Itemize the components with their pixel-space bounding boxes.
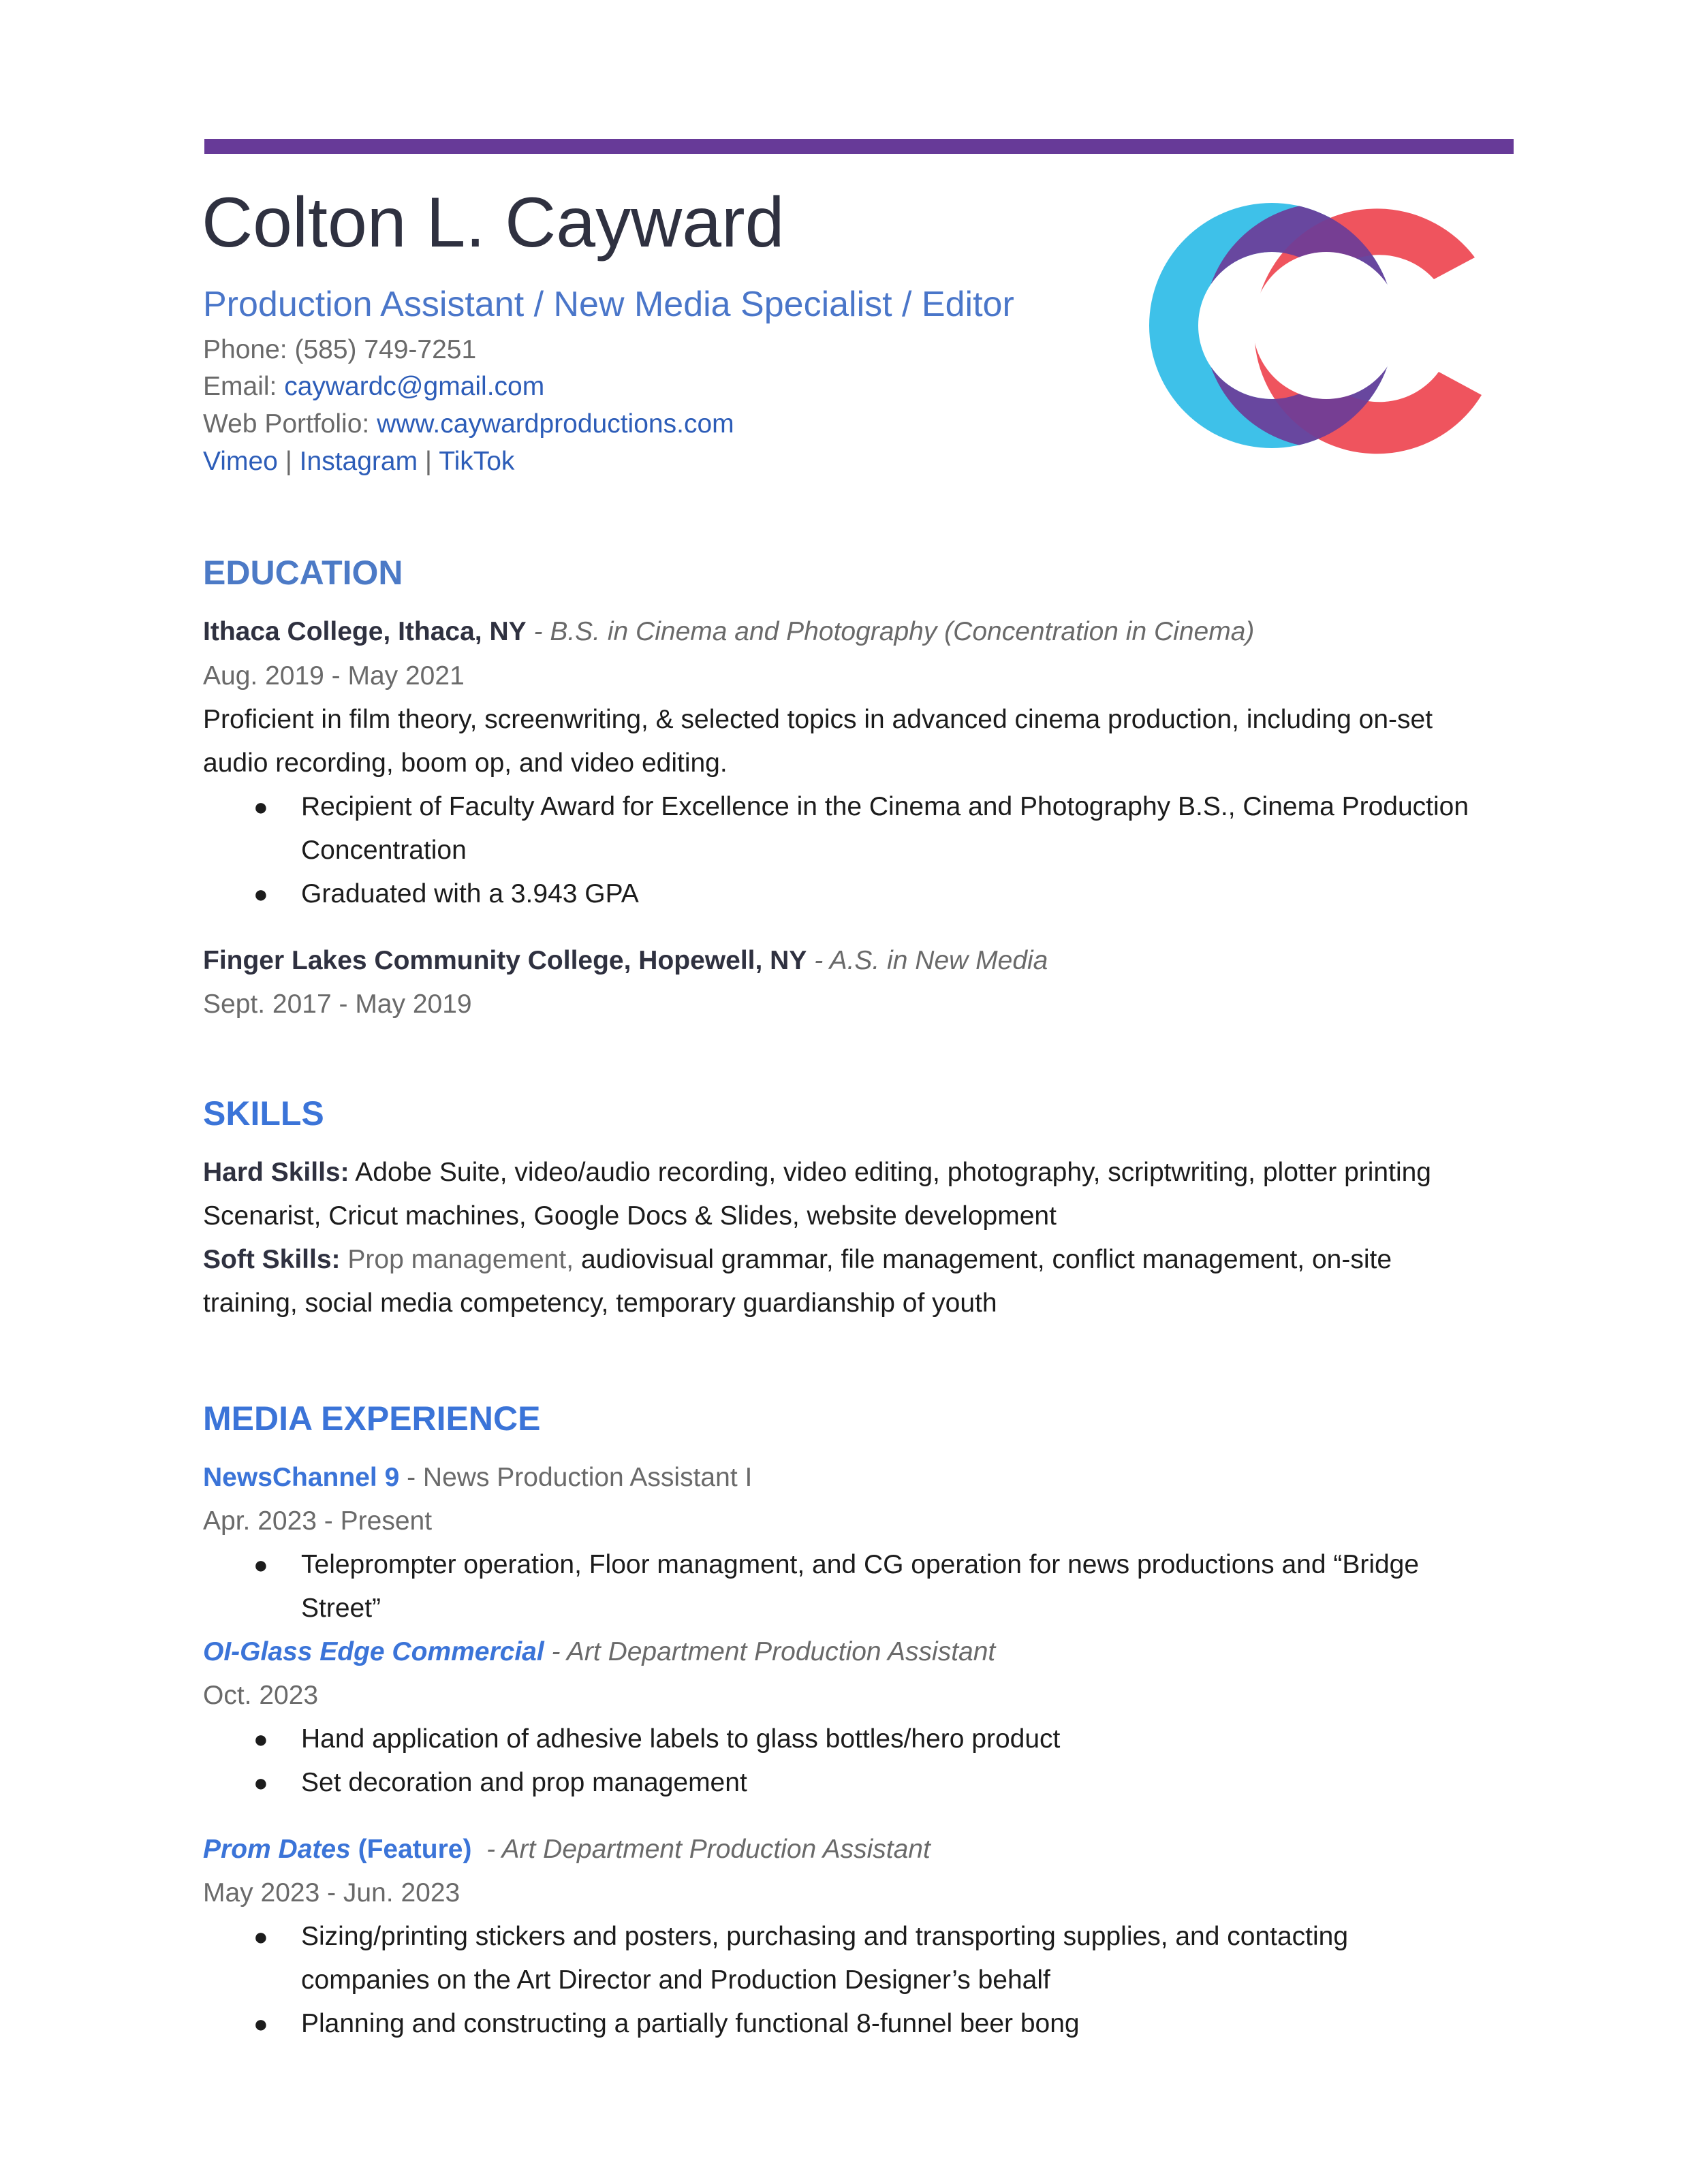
media-entry-3-title	[203, 1828, 931, 1871]
hard-skills	[203, 1151, 1431, 1194]
job-title: Prom Dates	[203, 1835, 351, 1864]
separator: |	[424, 447, 433, 476]
media-bullet: companies on the Art Director and Production Designer’s behalf	[301, 1965, 1050, 1995]
soft-skills-label: Soft Skills:	[203, 1245, 341, 1274]
media-bullet: Hand application of adhesive labels to glass bottles/hero product	[301, 1724, 1061, 1754]
education-description: audio recording, boom op, and video editing.	[203, 748, 728, 778]
job-title: OI-Glass Edge Commercial	[203, 1637, 544, 1666]
hard-skills-label: Hard Skills:	[203, 1158, 349, 1187]
media-bullet: Teleprompter operation, Floor managment, and CG operation for news productions and “Bridge	[301, 1550, 1420, 1579]
media-entry-1-dates: Apr. 2023 - Present	[203, 1506, 433, 1536]
hard-skills-text: Adobe Suite, video/audio recording, video editing, photography, scriptwriting, plotter printing	[355, 1158, 1431, 1187]
education-bullet: Recipient of Faculty Award for Excellence in the Cinema and Photography B.S., Cinema Production	[301, 792, 1469, 821]
phone-label: Phone:	[203, 335, 287, 364]
job-title-suffix: (Feature)	[358, 1835, 472, 1864]
media-bullet: Set decoration and prop management	[301, 1768, 747, 1797]
bullet-icon: ●	[253, 793, 268, 821]
skills-heading: SKILLS	[203, 1094, 324, 1133]
education-bullet: Concentration	[301, 836, 467, 865]
bullet-icon: ●	[253, 880, 268, 908]
media-bullet: Sizing/printing stickers and posters, purchasing and transporting supplies, and contacting	[301, 1922, 1349, 1951]
email-link[interactable]: caywardc@gmail.com	[284, 372, 545, 401]
bullet-icon: ●	[253, 2010, 268, 2038]
degree: - A.S. in New Media	[814, 946, 1048, 975]
job-role: - Art Department Production Assistant	[486, 1835, 931, 1864]
resume-subtitle: Production Assistant / New Media Specialist / Editor	[203, 285, 1014, 324]
email-line	[203, 368, 544, 405]
phone-value: (585) 749-7251	[294, 335, 477, 364]
media-entry-2-title	[203, 1630, 995, 1674]
phone-line	[203, 332, 476, 368]
education-description: Proficient in film theory, screenwriting, & selected topics in advanced cinema production, including on-set	[203, 705, 1433, 734]
school-name: Finger Lakes Community College, Hopewell, NY	[203, 946, 807, 975]
cc-logo-icon	[1144, 197, 1485, 456]
media-entry-2-dates: Oct. 2023	[203, 1681, 319, 1710]
social-links	[203, 443, 514, 480]
school-name: Ithaca College, Ithaca, NY	[203, 617, 527, 646]
media-bullet: Planning and constructing a partially functional 8-funnel beer bong	[301, 2009, 1080, 2038]
media-heading: MEDIA EXPERIENCE	[203, 1399, 541, 1438]
web-line	[203, 406, 734, 443]
education-bullet: Graduated with a 3.943 GPA	[301, 879, 639, 908]
tiktok-link[interactable]: TikTok	[439, 447, 515, 476]
separator: |	[285, 447, 292, 476]
job-role: - Art Department Production Assistant	[551, 1637, 996, 1666]
soft-skills	[203, 1238, 1392, 1282]
job-role: - News Production Assistant I	[407, 1463, 753, 1492]
web-label: Web Portfolio:	[203, 409, 370, 439]
education-entry-1-dates: Aug. 2019 - May 2021	[203, 661, 465, 691]
resume-name: Colton L. Cayward	[202, 183, 785, 262]
bullet-icon: ●	[253, 1725, 268, 1753]
media-entry-3-dates: May 2023 - Jun. 2023	[203, 1878, 460, 1908]
bullet-icon: ●	[253, 1769, 268, 1797]
education-entry-2-dates: Sept. 2017 - May 2019	[203, 990, 472, 1019]
header-accent-bar	[204, 139, 1514, 154]
job-title: NewsChannel 9	[203, 1463, 400, 1492]
soft-skills-gray: Prop management,	[347, 1245, 574, 1274]
media-entry-1-title	[203, 1456, 752, 1500]
education-entry-1-title	[203, 610, 1254, 654]
web-portfolio-link[interactable]: www.caywardproductions.com	[377, 409, 734, 439]
bullet-icon: ●	[253, 1551, 268, 1579]
education-entry-2-title	[203, 939, 1048, 983]
hard-skills-cont: Scenarist, Cricut machines, Google Docs & Slides, website development	[203, 1201, 1057, 1231]
education-heading: EDUCATION	[203, 554, 403, 592]
soft-skills-cont: training, social media competency, temporary guardianship of youth	[203, 1288, 997, 1318]
degree: - B.S. in Cinema and Photography (Concentration in Cinema)	[533, 617, 1255, 646]
media-bullet: Street”	[301, 1594, 381, 1623]
instagram-link[interactable]: Instagram	[299, 447, 418, 476]
soft-skills-text: audiovisual grammar, file management, conflict management, on-site	[580, 1245, 1392, 1274]
bullet-icon: ●	[253, 1922, 268, 1950]
email-label: Email:	[203, 372, 277, 401]
vimeo-link[interactable]: Vimeo	[203, 447, 278, 476]
